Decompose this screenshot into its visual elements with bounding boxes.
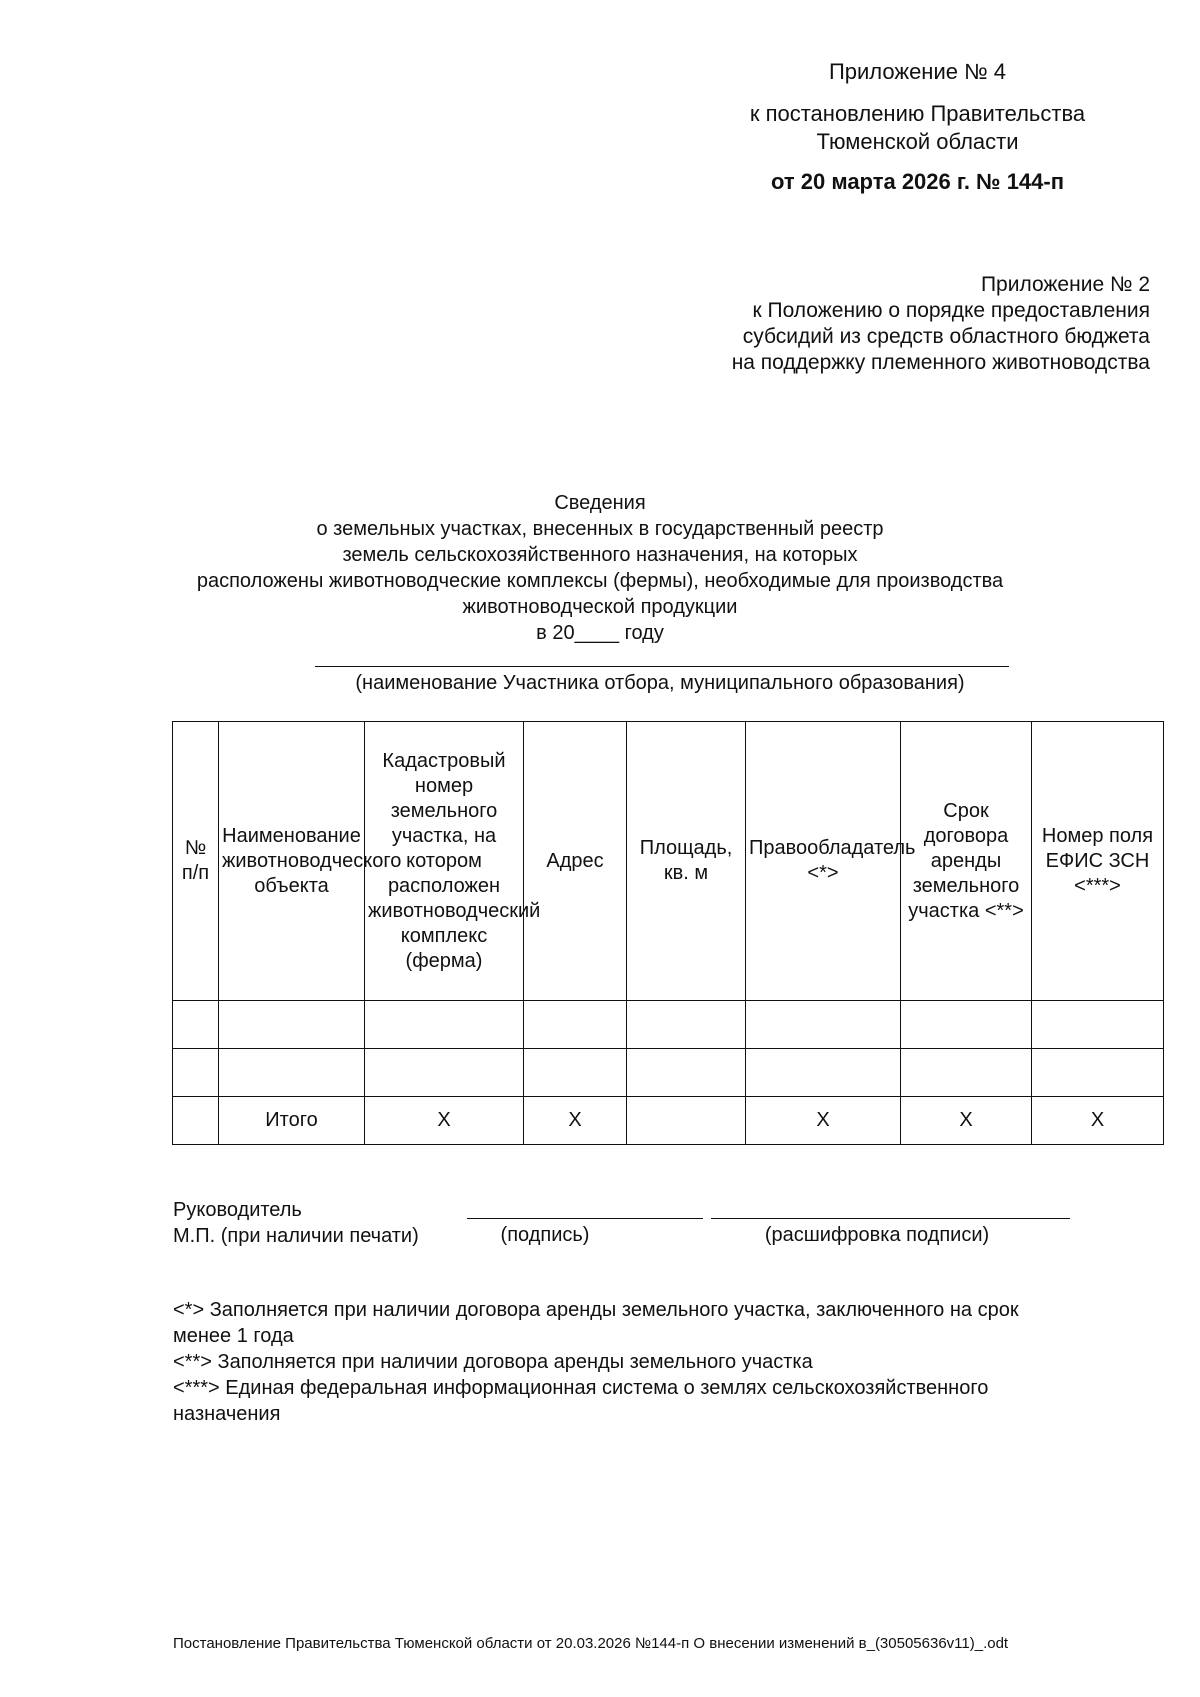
appendix-4-line1: к постановлению Правительства [749, 101, 1086, 126]
appendix-2-title: Приложение № 2 [980, 273, 1150, 296]
table-cell [219, 1001, 365, 1049]
table-cell [524, 1001, 627, 1049]
document-heading [150, 490, 1050, 646]
table-row [173, 1001, 1164, 1049]
col-header-area: Площадь, кв. м [627, 722, 746, 1001]
total-cell: X [901, 1097, 1032, 1145]
table-cell [746, 1049, 901, 1097]
appendix-4-title: Приложение № 4 [828, 59, 1007, 84]
total-cell: X [524, 1097, 627, 1145]
footnote-3: <***> Единая федеральная информационная система о землях сельскохозяйственного [173, 1377, 989, 1399]
land-plots-table [172, 721, 1164, 1145]
heading-line2: земель сельскохозяйственного назначения, на которых [342, 544, 858, 566]
col-header-number: № п/п [173, 722, 219, 1001]
heading-line4: животноводческой продукции [462, 596, 738, 618]
total-cell [173, 1097, 219, 1145]
appendix-2-line2: субсидий из средств областного бюджета [742, 325, 1150, 348]
appendix-2-line1: к Положению о порядке предоставления [752, 299, 1150, 322]
appendix-2-line3: на поддержку племенного животноводства [731, 351, 1150, 374]
col-header-object-name: Наименование животноводческого объекта [219, 722, 365, 1001]
table-cell [627, 1049, 746, 1097]
signature-decoding-line [711, 1218, 1070, 1219]
table-cell [173, 1049, 219, 1097]
appendix-4-date-number: от 20 марта 2026 г. № 144-п [770, 169, 1065, 194]
head-label: Руководитель [173, 1199, 302, 1221]
footnote-1-cont: менее 1 года [173, 1325, 294, 1347]
signature-line [467, 1218, 703, 1219]
total-label: Итого [219, 1097, 365, 1145]
table-total-row [173, 1097, 1164, 1145]
table-cell [1032, 1049, 1164, 1097]
table-cell [746, 1001, 901, 1049]
table-cell [627, 1001, 746, 1049]
col-header-address: Адрес [524, 722, 627, 1001]
col-header-cadastral-number: Кадастровый номер земельного участка, на котором расположен животноводческий комплекс (ферма) [365, 722, 524, 1001]
table-cell [173, 1001, 219, 1049]
col-header-owner: Правообладатель <*> [746, 722, 901, 1001]
table-cell [524, 1049, 627, 1097]
table-cell [219, 1049, 365, 1097]
heading-title: Сведения [554, 492, 646, 514]
col-header-lease-term: Срок договора аренды земельного участка <**> [901, 722, 1032, 1001]
decoding-caption: (расшифровка подписи) [764, 1224, 990, 1246]
appendix-4-header [690, 58, 1145, 196]
total-cell [627, 1097, 746, 1145]
participant-caption: (наименование Участника отбора, муниципального образования) [355, 672, 965, 694]
footnotes [173, 1297, 1133, 1427]
total-cell: X [746, 1097, 901, 1145]
table-cell [901, 1001, 1032, 1049]
footnote-3-cont: назначения [173, 1403, 281, 1425]
heading-line1: о земельных участках, внесенных в государственный реестр [316, 518, 884, 540]
table-row [173, 1049, 1164, 1097]
heading-year: в 20____ году [536, 622, 664, 644]
page-footer: Постановление Правительства Тюменской области от 20.03.2026 №144-п О внесении изменений в_(30505636v11)_.odt [173, 1635, 1009, 1652]
participant-name-line [315, 666, 1009, 667]
col-header-efis-field: Номер поля ЕФИС ЗСН <***> [1032, 722, 1164, 1001]
table-header-row [173, 722, 1164, 1001]
footnote-2: <**> Заполняется при наличии договора аренды земельного участка [173, 1351, 813, 1373]
total-cell: X [365, 1097, 524, 1145]
table-cell [365, 1049, 524, 1097]
seal-label: М.П. (при наличии печати) [173, 1225, 419, 1247]
table-cell [365, 1001, 524, 1049]
appendix-4-line2: Тюменской области [816, 129, 1019, 154]
table-cell [901, 1049, 1032, 1097]
signature-caption: (подпись) [500, 1224, 590, 1246]
total-cell: X [1032, 1097, 1164, 1145]
table-cell [1032, 1001, 1164, 1049]
footnote-1: <*> Заполняется при наличии договора аренды земельного участка, заключенного на срок [173, 1299, 1019, 1321]
heading-line3: расположены животноводческие комплексы (фермы), необходимые для производства [196, 570, 1004, 592]
appendix-2-header [600, 272, 1150, 376]
